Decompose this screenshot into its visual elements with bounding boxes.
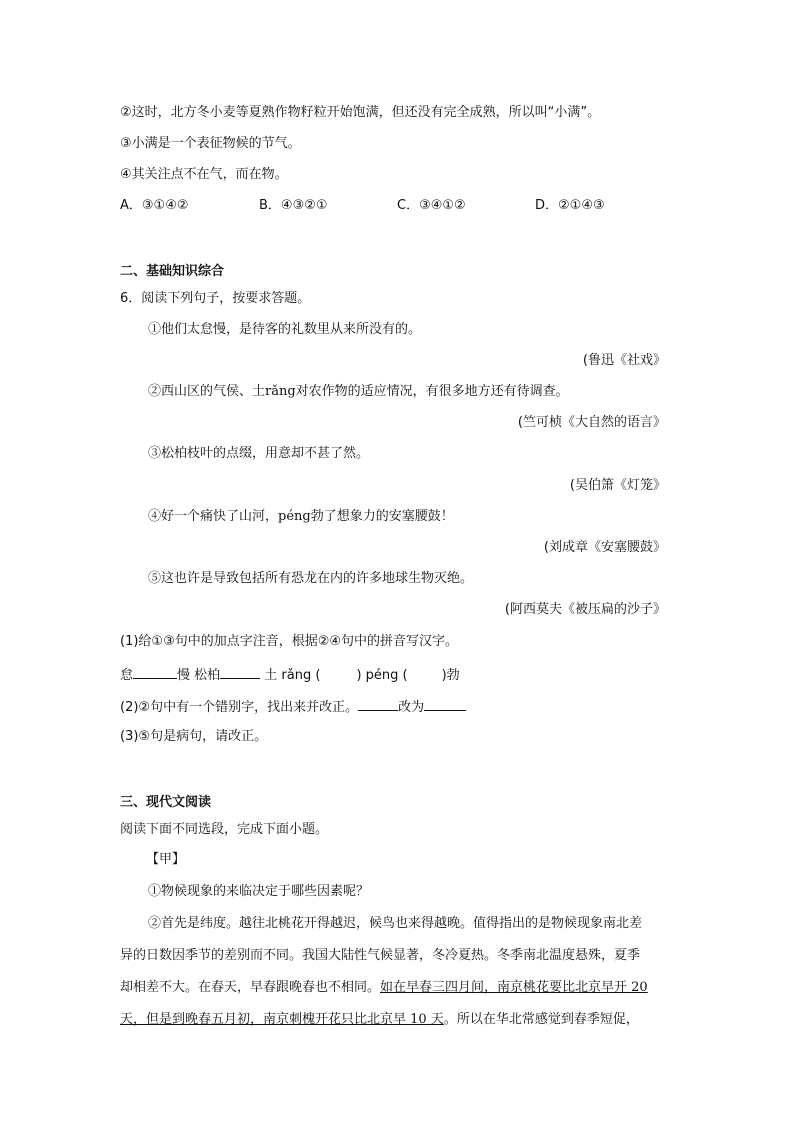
q6-source-4: (刘成章《安塞腰鼓》 [543, 540, 666, 555]
passage-p2-line-2: 异的日数因季节的差别而不同。我国大陆性气候显著，冬冷夏热。冬季南北温度悬殊，夏季 [120, 948, 641, 963]
passage-p1: ①物候现象的来临决定于哪些因素呢？ [148, 884, 370, 899]
q6-fill-row [120, 664, 460, 685]
passage-p2-line-1: ②首先是纬度。越往北桃花开得越迟，候鸟也来得越晚。值得指出的是物候现象南北差 [148, 916, 643, 931]
section-3-intro: 阅读下面不同选段，完成下面小题。 [120, 822, 329, 837]
section-3-title: 三、现代文阅读 [120, 795, 212, 810]
q6-sub-1: (1)给①③句中的加点字注音，根据②④句中的拼音写汉字。 [120, 634, 459, 649]
fill-text-3: 土 rǎng ( [260, 668, 321, 683]
q6-sentence-1: ①他们太怠慢，是待客的礼数里从来所没有的。 [148, 322, 422, 337]
q6-sub-3: (3)⑤句是病句，请改正。 [120, 729, 268, 744]
fill-text-1: 怠 [120, 668, 134, 683]
passage-p2-line-3a: 却相差不大。在春天，早春跟晚春也不相同。 [120, 980, 381, 995]
underlined-sentence-part-1: 如在早春三四月间，南京桃花要比北京早开 20 [380, 980, 648, 995]
section-2-title: 二、基础知识综合 [120, 264, 225, 279]
q5-sentence-3: ③小满是一个表征物候的节气。 [120, 136, 301, 151]
q6-source-3: (吴伯箫《灯笼》 [569, 478, 666, 493]
q5-option-a: A．③①④② [120, 198, 189, 213]
fill-text-2: 慢 松柏 [177, 668, 221, 683]
answer-blank-1[interactable] [133, 664, 177, 679]
q6-sentence-3: ③松柏枝叶的点缀，用意却不甚了然。 [148, 446, 370, 461]
q5-option-b: B．④③②① [259, 198, 328, 213]
passage-jia-label: 【甲】 [146, 852, 186, 867]
answer-blank-wrong-char[interactable] [358, 696, 398, 711]
q6-source-5: (阿西莫夫《被压扁的沙子》 [504, 602, 666, 617]
q6-stem: 6．阅读下列句子，按要求答题。 [120, 291, 311, 306]
q5-sentence-2: ②这时，北方冬小麦等夏熟作物籽粒开始饱满，但还没有完全成熟，所以叫“小满”。 [120, 105, 601, 120]
q6-source-1: (鲁迅《社戏》 [582, 353, 666, 368]
answer-blank-correct-char[interactable] [424, 696, 466, 711]
q6-sentence-2: ②西山区的气侯、土rǎng对农作物的适应情况，有很多地方还有待调查。 [148, 384, 569, 399]
fill-text-4: ) péng ( [356, 668, 408, 683]
passage-p2-line-4 [120, 1011, 639, 1029]
q5-option-d: D．②①④③ [535, 198, 605, 213]
passage-p2-line-3 [120, 979, 648, 997]
q5-option-c: C．③④①② [397, 198, 466, 213]
fill-text-5: )勃 [441, 668, 460, 683]
sub-2-change-to: 改为 [398, 700, 425, 715]
q5-sentence-4: ④其关注点不在气，而在物。 [120, 167, 288, 182]
underlined-sentence-part-2: 天，但是到晚春五月初，南京刺槐开花只比北京早 10 天 [120, 1012, 444, 1027]
q6-sentence-4: ④好一个痛快了山河，péng勃了想象力的安塞腰鼓！ [148, 509, 454, 524]
q6-sub-2 [120, 696, 466, 717]
q6-source-2: (竺可桢《大自然的语言》 [517, 415, 666, 430]
passage-p2-line-4b: 。所以在华北常感觉到春季短促， [443, 1012, 639, 1027]
answer-blank-2[interactable] [220, 664, 260, 679]
sub-2-text: (2)②句中有一个错别字，找出来并改正。 [120, 700, 359, 715]
q6-sentence-5: ⑤这也许是导致包括所有恐龙在内的许多地球生物灭绝。 [148, 571, 474, 586]
